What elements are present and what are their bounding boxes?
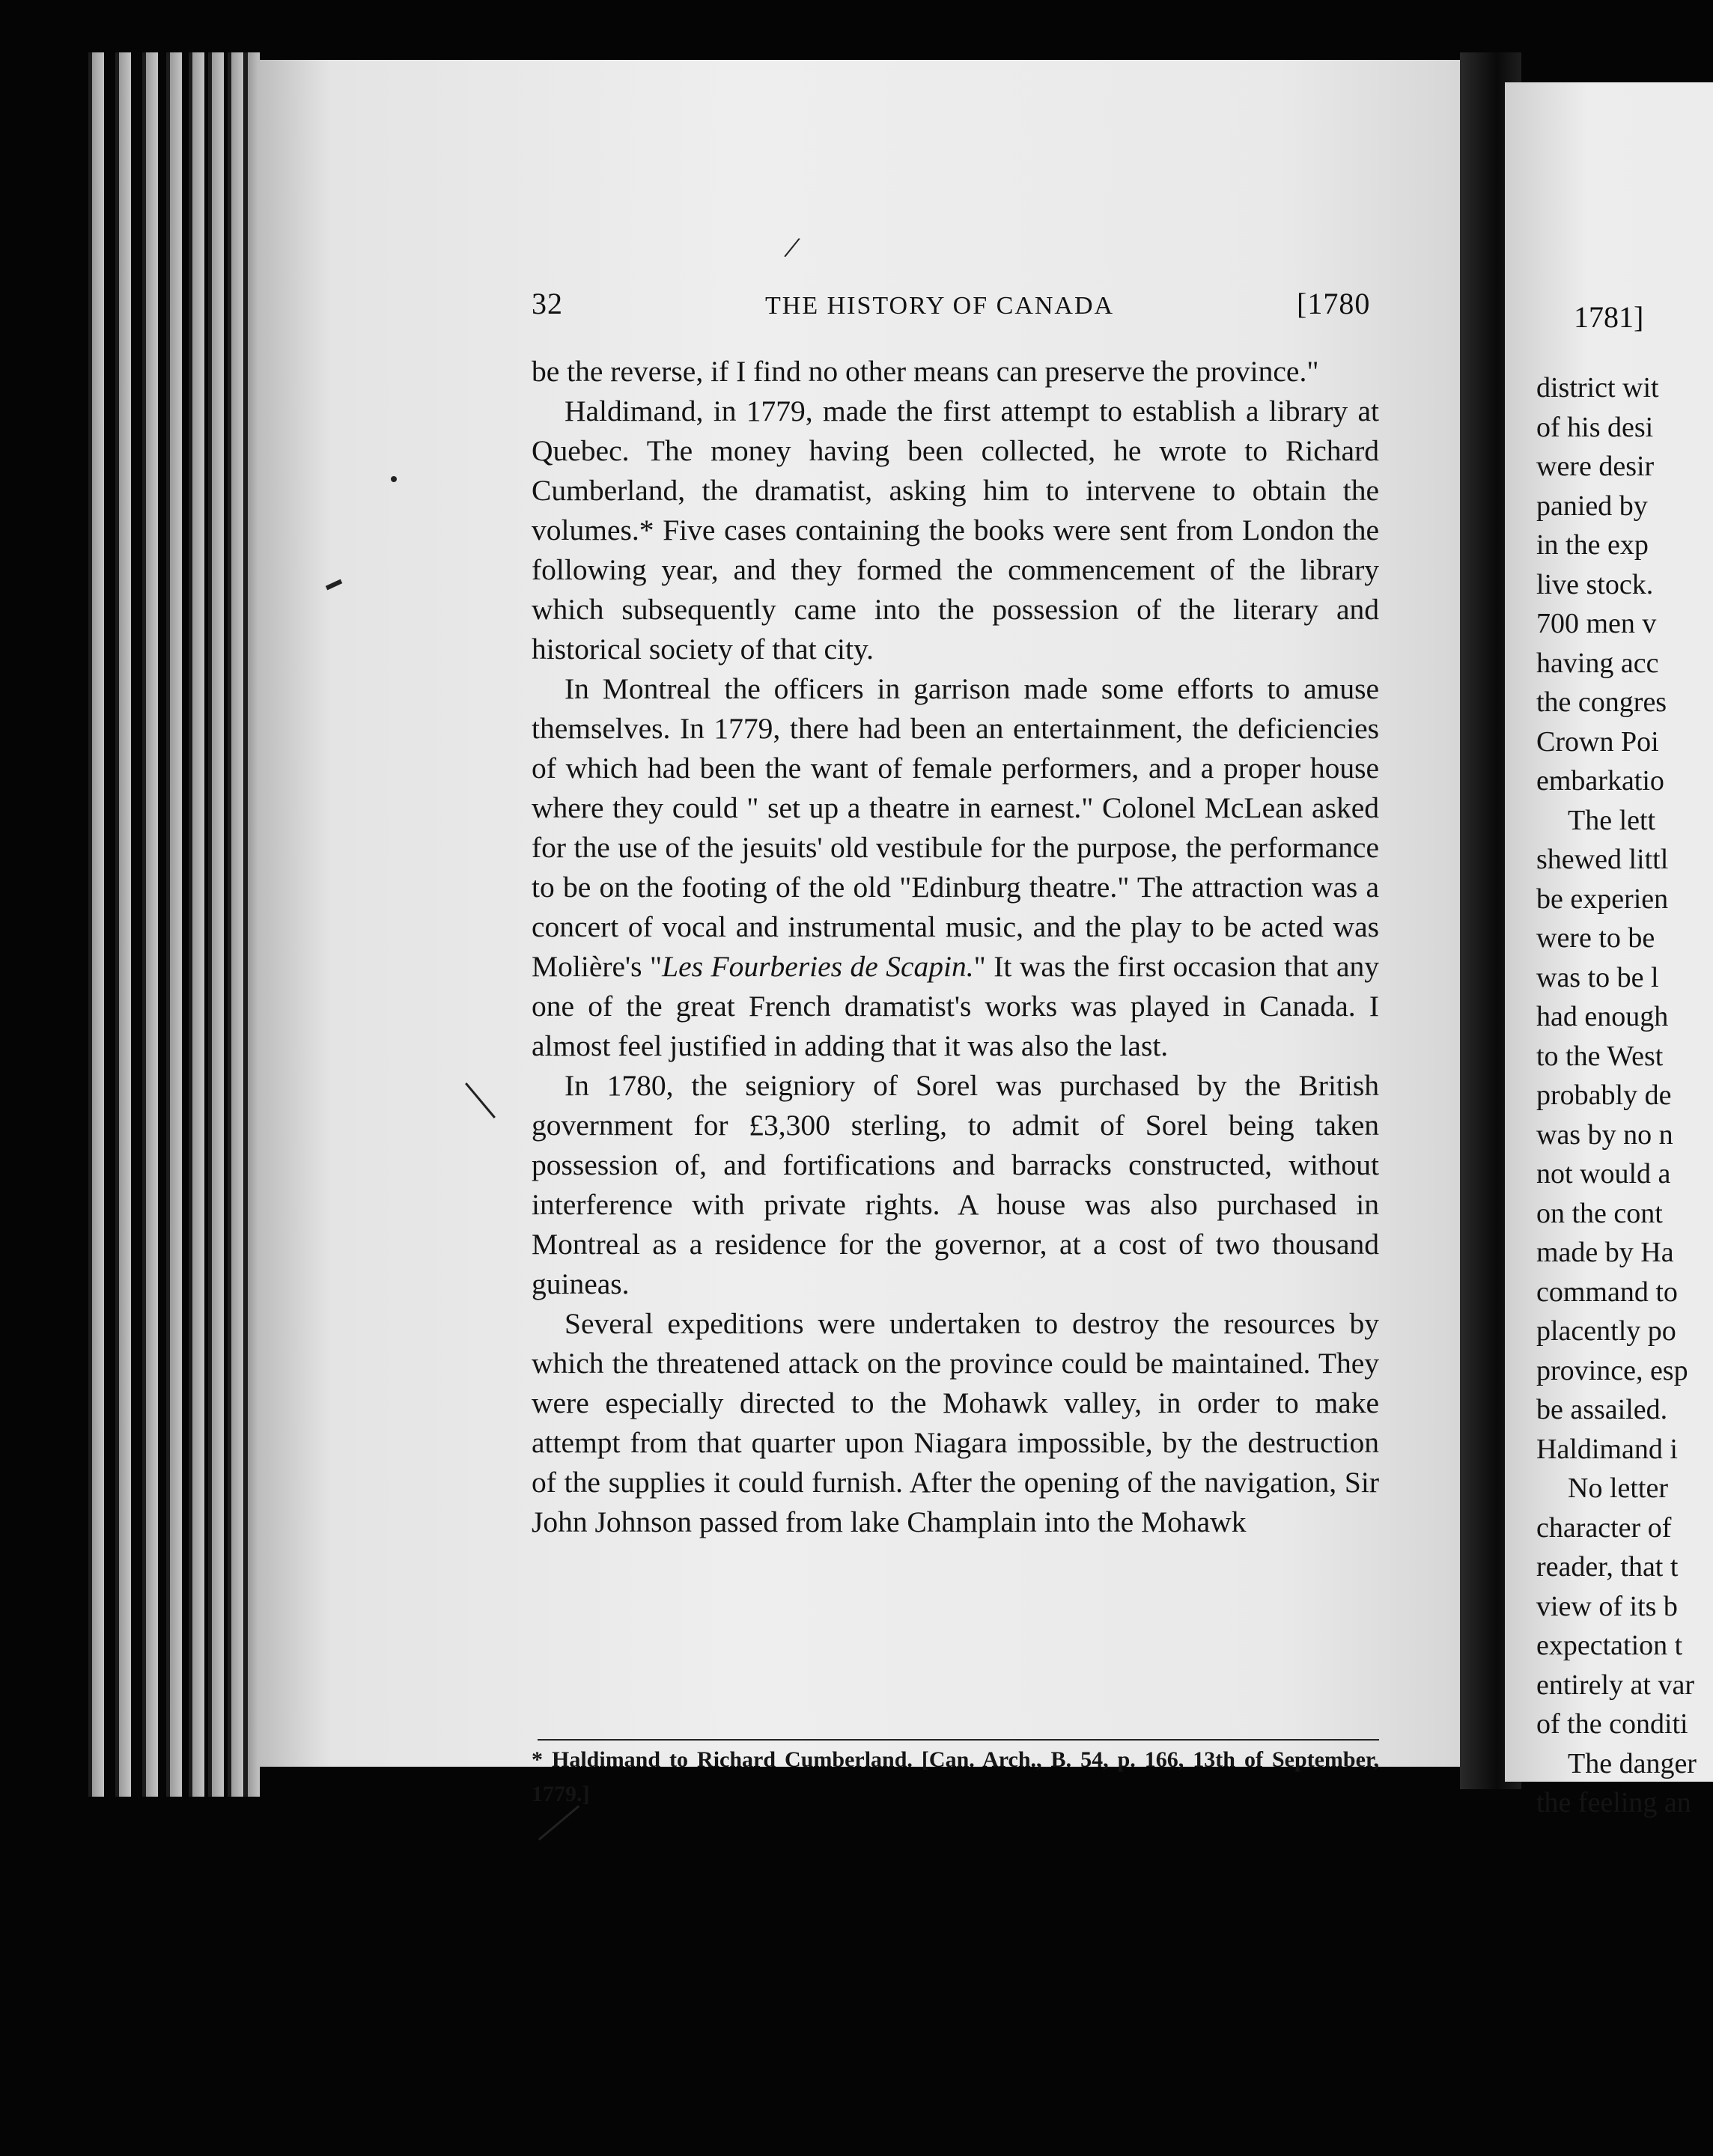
- right-page-line: of the conditi: [1536, 1708, 1688, 1740]
- right-page-line: probably de: [1536, 1079, 1672, 1111]
- right-page-line: be assailed.: [1536, 1394, 1668, 1425]
- right-page-line: province, esp: [1536, 1354, 1688, 1386]
- right-page-line: command to: [1536, 1276, 1678, 1308]
- right-page-line: Haldimand i: [1536, 1433, 1678, 1465]
- page-number: 32: [532, 287, 563, 320]
- right-page-line: had enough: [1536, 1001, 1669, 1032]
- right-page-line: placently po: [1536, 1315, 1676, 1347]
- right-page-line: embarkatio: [1536, 765, 1664, 797]
- right-page-line: the feeling an: [1536, 1787, 1691, 1818]
- paragraph: Several expeditions were undertaken to destroy the resources by which the threatened attack on the province could be maintained. They were especially directed to the Mohawk valley, in order to make attempt from that quarter upon Niagara impossible, by the destruction of the supplies it could furnish. After the opening of the navigation, Sir John Johnson passed from lake Champlain into the Mohawk: [532, 1307, 1379, 1538]
- right-page-line: to the West: [1536, 1040, 1664, 1072]
- right-page-line: not would a: [1536, 1158, 1671, 1190]
- right-page-line: was by no n: [1536, 1118, 1673, 1151]
- body-text: [532, 352, 1379, 1542]
- right-page-line: having acc: [1536, 647, 1659, 679]
- right-page-line: 700 men v: [1536, 608, 1657, 639]
- right-page-line: entirely at var: [1536, 1669, 1695, 1701]
- right-page-line: The danger: [1568, 1747, 1697, 1779]
- right-page-line: reader, that t: [1536, 1551, 1679, 1583]
- right-page-line: expectation t: [1536, 1630, 1683, 1661]
- right-page-line: shewed littl: [1536, 844, 1669, 875]
- right-page-line: district wit: [1536, 372, 1659, 404]
- stray-pen-mark: /: [781, 228, 803, 267]
- right-page-text: [1536, 368, 1713, 1823]
- paragraph: In Montreal the officers in garrison made some efforts to amuse themselves. In 1779, there had been an entertainment, the deficiencies of which had been the want of female performers, and a proper house where they could " set up a theatre in earnest." Colonel McLean asked for the use of the jesuits' old vestibule for the purpose, the performance to be on the footing of the old "Edinburg theatre." The attraction was a concert of vocal and instrumental music, and the play to be acted was Molière's "Les Fourberies de Scapin." It was the first occasion that any one of the great French dramatist's works was played in Canada. I almost feel justified in adding that it was also the last.: [532, 672, 1379, 1062]
- right-page-line: The lett: [1568, 804, 1656, 836]
- right-page-line: view of its b: [1536, 1590, 1678, 1622]
- right-page-line: were to be: [1536, 922, 1655, 954]
- footnote-rule: [538, 1739, 1379, 1741]
- right-page-line: on the cont: [1536, 1197, 1663, 1229]
- right-page-line: the congres: [1536, 686, 1667, 718]
- right-page-line: live stock.: [1536, 568, 1654, 600]
- footnote: * Haldimand to Richard Cumberland. [Can. Arch., B. 54, p. 166, 13th of September, 1779.]: [532, 1747, 1379, 1806]
- right-page-year: 1781]: [1574, 300, 1644, 334]
- right-page-line: Crown Poi: [1536, 725, 1659, 758]
- right-page-line: were desir: [1536, 451, 1655, 482]
- right-page-line: panied by: [1536, 490, 1648, 522]
- running-title: THE HISTORY OF CANADA: [765, 292, 1115, 320]
- right-page-line: No letter: [1568, 1473, 1669, 1504]
- right-page-line: in the exp: [1536, 529, 1649, 561]
- page-stack-edge: [88, 52, 268, 1797]
- paragraph: In 1780, the seigniory of Sorel was purchased by the British government for £3,300 sterling, to admit of Sorel being taken possession of, and fortifications and barracks constructed, without interference with private rights. A house was also purchased in Montreal as a residence for the governor, at a cost of two thousand guineas.: [532, 1069, 1379, 1300]
- right-page-line: of his desi: [1536, 411, 1654, 443]
- paragraph: be the reverse, if I find no other means can preserve the province.": [532, 355, 1319, 388]
- margin-dot-mark: [391, 476, 397, 482]
- right-page-line: made by Ha: [1536, 1237, 1674, 1268]
- right-page-line: was to be l: [1536, 961, 1659, 993]
- running-year: [1780: [1297, 287, 1371, 320]
- right-page-line: be experien: [1536, 883, 1669, 915]
- paragraph: Haldimand, in 1779, made the first attempt to establish a library at Quebec. The money having been collected, he wrote to Richard Cumberland, the dramatist, asking him to intervene to obtain the volumes.* Five cases containing the books were sent from London the following year, and they formed the commencement of the library which subsequently came into the possession of the literary and historical society of that city.: [532, 395, 1379, 666]
- right-page-line: character of: [1536, 1511, 1672, 1544]
